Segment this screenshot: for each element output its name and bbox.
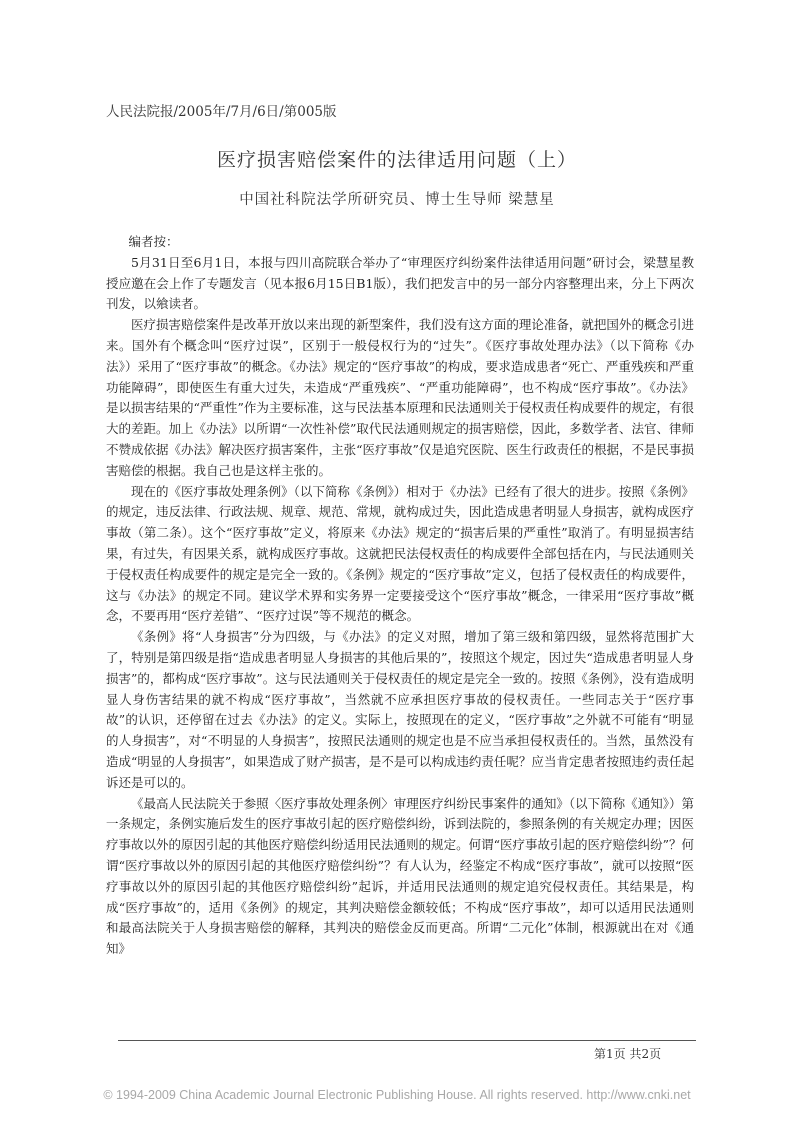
article-body (106, 232, 694, 960)
copyright-watermark: © 1994-2009 China Academic Journal Electronic Publishing House. All rights reserved. http://www.cnki.net (103, 1088, 691, 1102)
paragraph: 现在的《医疗事故处理条例》（以下简称《条例》）相对于《办法》已经有了很大的进步。按照《条例》的规定，违反法律、行政法规、规章、规范、常规，就构成过失，因此造成患者明显人身损害，就构成医疗事故（第二条）。这个“医疗事故”定义，将原来《办法》规定的“损害后果的严重性”取消了。有明显损害结果，有过失，有因果关系，就构成医疗事故。这就把民法侵权责任的构成要件全部包括在内，与民法通则关于侵权责任构成要件的规定是完全一致的。《条例》规定的“医疗事故”定义，包括了侵权责任的构成要件，这与《办法》的规定不同。建议学术界和实务界一定要接受这个“医疗事故”概念，一律采用“医疗事故”概念，不要再用“医疗差错”、“医疗过误”等不规范的概念。 (106, 483, 694, 624)
paragraph: 5月31日至6月1日，本报与四川高院联合举办了“审理医疗纠纷案件法律适用问题”研讨会，梁慧星教授应邀在会上作了专题发言（见本报6月15日B1版），我们把发言中的另一部分内容整理出来，分上下两次刊发，以飨读者。 (106, 254, 694, 312)
editor-note-label: 编者按： (128, 234, 179, 249)
article-author: 中国社科院法学所研究员、博士生导师 梁慧星 (239, 192, 555, 208)
source-line: 人民法院报/2005年/7月/6日/第005版 (106, 104, 337, 120)
paragraph: 《最高人民法院关于参照〈医疗事故处理条例〉审理医疗纠纷民事案件的通知》（以下简称《通知》）第一条规定，条例实施后发生的医疗事故引起的医疗赔偿纠纷，诉到法院的，参照条例的有关规定办理；因医疗事故以外的原因引起的其他医疗赔偿纠纷适用民法通则的规定。何谓“医疗事故引起的医疗赔偿纠纷”？何谓“医疗事故以外的原因引起的其他医疗赔偿纠纷”？有人认为，经鉴定不构成“医疗事故”，就可以按照“医疗事故以外的原因引起的其他医疗赔偿纠纷”起诉，并适用民法通则的规定追究侵权责任。其结果是，构成“医疗事故”的，适用《条例》的规定，其判决赔偿金额较低；不构成“医疗事故”，却可以适用民法通则和最高法院关于人身损害赔偿的解释，其判决的赔偿金反而更高。所谓“二元化”体制，根源就出在对《通知》 (106, 795, 694, 957)
footer-divider (118, 1040, 696, 1041)
paragraph: 《条例》将“人身损害”分为四级，与《办法》的定义对照，增加了第三级和第四级，显然将范围扩大了，特别是第四级是指“造成患者明显人身损害的其他后果的”，按照这个规定，因过失“造成患者明显人身损害”的，都构成“医疗事故”。这与民法通则关于侵权责任的规定是完全一致的。按照《条例》，没有造成明显人身伤害结果的就不构成“医疗事故”，当然就不应承担医疗事故的侵权责任。一些同志关于“医疗事故”的认识，还停留在过去《办法》的定义。实际上，按照现在的定义，“医疗事故”之外就不可能有“明显的人身损害”，对“不明显的人身损害”，按照民法通则的规定也是不应当承担侵权责任的。当然，虽然没有造成“明显的人身损害”，如果造成了财产损害，是不是可以构成违约责任呢？应当肯定患者按照违约责任起诉还是可以的。 (106, 629, 694, 790)
page-number: 第1页 共2页 (594, 1047, 662, 1061)
article-title: 医疗损害赔偿案件的法律适用问题（上） (216, 149, 577, 171)
paragraph: 医疗损害赔偿案件是改革开放以来出现的新型案件，我们没有这方面的理论准备，就把国外的概念引进来。国外有个概念叫“医疗过误”，区别于一般侵权行为的“过失”。《医疗事故处理办法》（以下简称《办法》）采用了“医疗事故”的概念。《办法》规定的“医疗事故”的构成，要求造成患者“死亡、严重残疾和严重功能障碍”，即使医生有重大过失，未造成“严重残疾”、“严重功能障碍”，也不构成“医疗事故”。《办法》是以损害结果的“严重性”作为主要标准，这与民法基本原理和民法通则关于侵权责任构成要件的规定，有很大的差距。加上《办法》以所谓“一次性补偿”取代民法通则规定的损害赔偿，因此，多数学者、法官、律师不赞成依据《办法》解决医疗损害案件，主张“医疗事故”仅是追究医院、医生行政责任的根据，不是民事损害赔偿的根据。我自己也是这样主张的。 (106, 317, 694, 478)
